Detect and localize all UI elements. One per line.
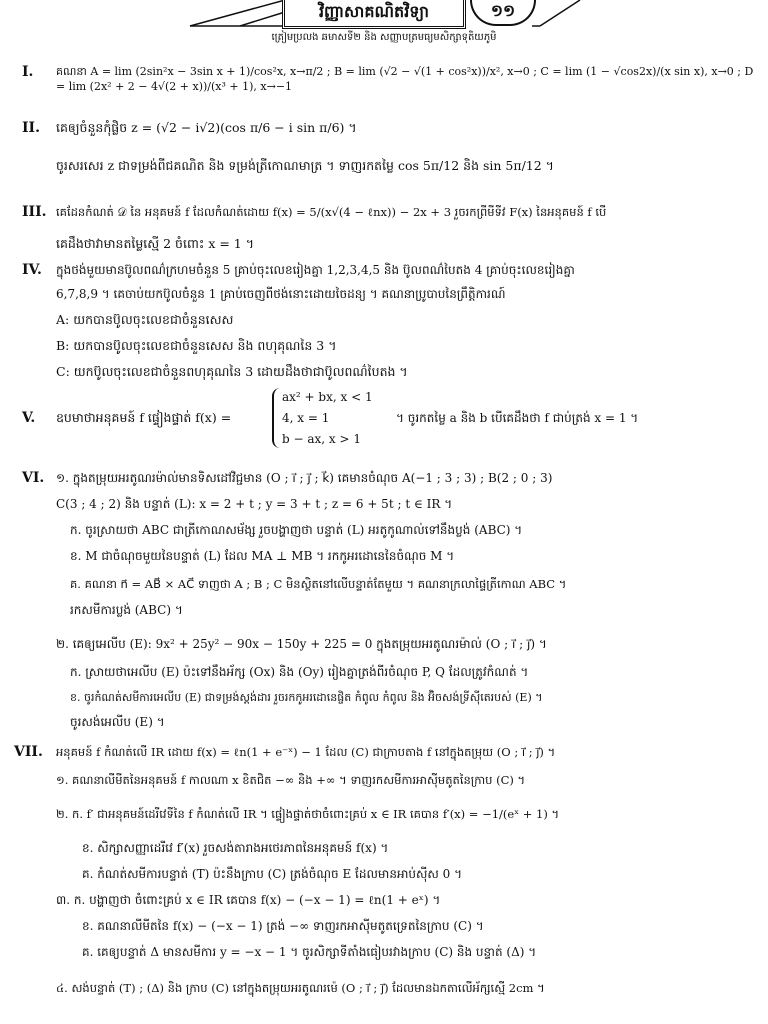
section-VI-number: VI. bbox=[22, 470, 45, 486]
section-VI-p1-c2: រកសមីការប្លង់ (ABC) ។ bbox=[70, 603, 183, 617]
section-V-case3: b − ax, x > 1 bbox=[282, 432, 362, 446]
section-VII-lead: អនុគមន៍ f កំណត់លើ IR ដោយ f(x) = ℓn(1 + e⁻ˣ) − 1 ដែល (C) ជាក្រាបតាង f នៅក្នុងតម្រុយ (O ; i⃗ ; j⃗) ។ bbox=[56, 745, 556, 759]
section-III-line1: គេដែនកំណត់ 𝒟 នៃ អនុគមន៍ f ដែលកំណត់ដោយ f(x) = 5/(x√(4 − ℓnx)) − 2x + 3 រួចរកព្រីមីទីវ F(x) នៃអនុគមន៍ f បើ bbox=[56, 205, 607, 219]
section-VI-p1-a: ក. ចូរស្រាយថា ABC ជាត្រីកោណសម័ង្ស រួចបង្ហាញថា បន្ទាត់ (L) អរតូកូណាល់ទៅនឹងប្លង់ (ABC) ។ bbox=[70, 523, 523, 537]
section-V-tail: ។ ចូរកតម្លៃ a និង b បើគេដឹងថា f ជាប់ត្រង់ x = 1 ។ bbox=[396, 411, 639, 425]
exam-subtitle: ត្រៀមប្រលង ឆមាសទី២ និង សញ្ញាបត្រមធ្យមសិក្សាទុតិយភូមិ bbox=[271, 32, 497, 43]
section-VI-p1-c1: គ. គណនា n⃗ = AB⃗ × AC⃗ ទាញថា A ; B ; C មិនស្ថិតនៅលើបន្ទាត់តែមួយ ។ គណនាក្រលាផ្ទៃត្រីកោណ ABC ។ bbox=[70, 577, 567, 591]
section-VI-p1-line2: C(3 ; 4 ; 2) និង បន្ទាត់ (L): x = 2 + t ; y = 3 + t ; z = 6 + 5t ; t ∈ IR ។ bbox=[56, 497, 453, 511]
section-IV-event-c: C: យកប៊ូលចុះលេខជាចំនួនពហុគុណនៃ 3 ដោយដឹងថាជាប៊ូលពណ៌បៃតង ។ bbox=[56, 364, 408, 379]
section-IV-number: IV. bbox=[22, 262, 42, 278]
exam-title: វិញ្ញាសាគណិតវិទ្យា bbox=[282, 0, 466, 29]
section-I-text: គណនា A = lim (2sin²x − 3sin x + 1)/cos²x, x→π/2 ; B = lim (√2 − √(1 + cos²x))/x², x→0 ; C = lim (1 − √cos2x)/(x sin x), x→0 ; D = lim (2x² + 2 − 4√(2 + x))/(x³ + 1), x→−1 bbox=[56, 65, 754, 93]
section-VII-number: VII. bbox=[14, 744, 43, 760]
section-VI-p2-b2: ចូរសង់អេលីប (E) ។ bbox=[70, 715, 165, 729]
section-I-number: I. bbox=[22, 64, 34, 80]
section-VI-p2-line1: ២. គេឲ្យអេលីប (E): 9x² + 25y² − 90x − 150y + 225 = 0 ក្នុងតម្រុយអរតូណរម៉ាល់ (O ; i⃗ ; j⃗) ។ bbox=[56, 637, 547, 651]
section-IV-event-a: A: យកបានប៊ូលចុះលេខជាចំនួនសេស bbox=[56, 312, 234, 327]
section-V-case1: ax² + bx, x < 1 bbox=[282, 390, 373, 404]
section-VII-p2-b: ខ. សិក្សាសញ្ញាដេរីវេ f′(x) រួចសង់តារាងអថេរភាពនៃអនុគមន៍ f(x) ។ bbox=[82, 841, 389, 855]
header bbox=[0, 0, 768, 46]
section-IV-line2: 6,7,8,9 ។ គេចាប់យកប៊ូលចំនួន 1 គ្រាប់ចេញពីថង់នោះដោយចៃដន្យ ។ គណនាប្រូបាបនៃព្រឹត្តិការណ៍ bbox=[56, 287, 506, 301]
section-IV-event-b: B: យកបានប៊ូលចុះលេខជាចំនួនសេស និង ពហុគុណនៃ 3 ។ bbox=[56, 338, 337, 353]
section-VII-p1: ១. គណនាលីមីតនៃអនុគមន៍ f កាលណា x ខិតជិត −∞ និង +∞ ។ ទាញរកសមីការអាស៊ីមតូតនៃក្រាប (C) ។ bbox=[56, 773, 526, 787]
section-VII-p3-c: គ. គេឲ្យបន្ទាត់ Δ មានសមីការ y = −x − 1 ។ ចូរសិក្សាទីតាំងធៀបរវាងក្រាប (C) និង បន្ទាត់ (Δ) ។ bbox=[82, 945, 537, 959]
section-VII-p4: ៤. សង់បន្ទាត់ (T) ; (Δ) និង ក្រាប (C) នៅក្នុងតម្រុយអរតូណរម៉េ (O ; i⃗ ; j⃗) ដែលមានឯកតាលើអ័ក្សស្មើ 2cm ។ bbox=[56, 981, 545, 995]
piecewise-brace bbox=[272, 388, 282, 448]
section-VII-p3-b: ខ. គណនាលីមីតនៃ f(x) − (−x − 1) ត្រង់ −∞ ទាញរកអាស៊ីមតូតទ្រេតនៃក្រាប (C) ។ bbox=[82, 919, 484, 933]
section-V-case2: 4, x = 1 bbox=[282, 411, 330, 425]
section-IV-line1: ក្នុងថង់មួយមានប៊ូលពណ៌ក្រហមចំនួន 5 គ្រាប់ចុះលេខរៀងគ្នា 1,2,3,4,5 និង ប៊ូលពណ៌បៃតង 4 គ្រាប់ចុះលេខរៀងគ្នា bbox=[56, 263, 575, 277]
section-V-lead: ឧបមាថាអនុគមន៍ f ផ្ទៀងផ្ទាត់ f(x) = bbox=[56, 410, 232, 425]
section-VI-p2-b1: ខ. ចូរកំណត់សមីការអេលីប (E) ជាទម្រង់ស្តង់ដារ រួចរកកូអរដោនេផ្ចិត កំពូល កំពូល និង អ៊ិចសង់ទ្រីស៊ីតេរបស់ (E) ។ bbox=[70, 691, 543, 704]
section-VI-p2-a: ក. ស្រាយថាអេលីប (E) ប៉ះទៅនឹងអ័ក្ស (Ox) និង (Oy) រៀងគ្នាត្រង់ពីរចំណុច P, Q ដែលត្រូវកំណត់ ។ bbox=[70, 665, 529, 679]
section-III-number: III. bbox=[22, 204, 47, 220]
exam-number: ១១ bbox=[470, 0, 536, 26]
section-VII-p3-a: ៣. ក. បង្ហាញថា ចំពោះគ្រប់ x ∈ IR គេបាន f(x) − (−x − 1) = ℓn(1 + eˣ) ។ bbox=[56, 893, 441, 907]
section-III-line2: គេដឹងថាវាមានតម្លៃស្មើ 2 ចំពោះ x = 1 ។ bbox=[56, 236, 254, 251]
section-II-line2: ចូរសរសេរ z ជាទម្រង់ពីជគណិត និង ទម្រង់ត្រីកោណមាត្រ ។ ទាញរកតម្លៃ cos 5π/12 និង sin 5π/12 ។ bbox=[56, 158, 554, 173]
section-VII-p2-c: គ. កំណត់សមីការបន្ទាត់ (T) ប៉ះនឹងក្រាប (C) ត្រង់ចំណុច E ដែលមានអាប់ស៊ីស 0 ។ bbox=[82, 867, 463, 881]
section-VI-p1-line1: ១. ក្នុងតម្រុយអរតូណរម៉ាល់មានទិសដៅវិជ្ជមាន (O ; i⃗ ; j⃗ ; k⃗) គេមានចំណុច A(−1 ; 3 ; 3) ; B(2 ; 0 ; 3) bbox=[56, 471, 553, 485]
section-VII-p2-a: ២. ក. f′ ជាអនុគមន៍ដេរីវេទីនៃ f កំណត់លើ IR ។ ផ្ទៀងផ្ទាត់ថាចំពោះគ្រប់ x ∈ IR គេបាន f′(x) = −1/(eˣ + 1) ។ bbox=[56, 807, 560, 821]
section-II-number: II. bbox=[22, 120, 40, 136]
section-VI-p1-b: ខ. M ជាចំណុចមួយនៃបន្ទាត់ (L) ដែល MA ⊥ MB ។ រកកូអរដោនេនៃចំណុច M ។ bbox=[70, 549, 455, 563]
section-II-line1: គេឲ្យចំនួនកុំផ្លិច z = (√2 − i√2)(cos π/6 − i sin π/6) ។ bbox=[56, 120, 357, 135]
section-V-number: V. bbox=[22, 410, 36, 426]
